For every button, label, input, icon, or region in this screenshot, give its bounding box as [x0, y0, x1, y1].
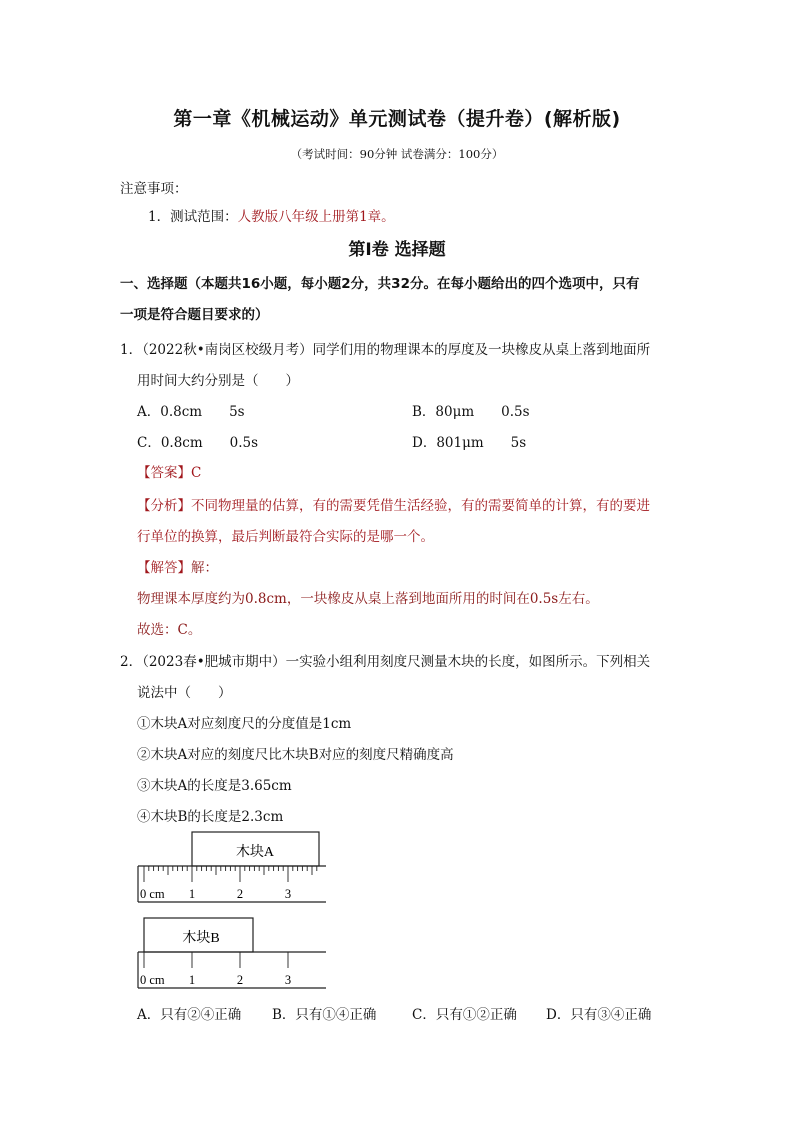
q2-statement-4: ④木块B的长度是2.3cm	[137, 809, 284, 825]
q1-option-d: D．801μm 5s	[412, 435, 527, 451]
ruler-a-label-0: 0 cm	[140, 887, 165, 901]
q1-option-a: A．0.8cm 5s	[137, 404, 245, 420]
notice-item-scope: 人教版八年级上册第1章。	[237, 209, 395, 225]
part1-instructions-line1: 一、选择题（本题共16小题，每小题2分，共32分。在每小题给出的四个选项中，只有	[120, 276, 640, 292]
q2-stem-line1: 2．（2023春•肥城市期中）一实验小组利用刻度尺测量木块的长度，如图所示。下列相关	[120, 654, 651, 670]
analysis-text: 不同物理量的估算，有的需要凭借生活经验，有的需要简单的计算，有的要进	[191, 498, 650, 514]
ruler-figure-a	[136, 828, 331, 908]
ruler-figure-b	[136, 914, 331, 994]
ruler-b-label-2: 2	[236, 973, 244, 987]
q2-stem-line2: 说法中（ ）	[137, 685, 232, 701]
ruler-b-label-0: 0 cm	[140, 973, 165, 987]
ruler-a-label-2: 2	[236, 887, 244, 901]
q1-stem-line2: 用时间大约分别是（ ）	[137, 373, 299, 389]
solution-suffix: 解：	[191, 560, 218, 576]
q2-statement-2: ②木块A对应的刻度尺比木块B对应的刻度尺精确度高	[137, 747, 454, 763]
exam-info: （考试时间：90分钟 试卷满分：100分）	[290, 147, 504, 161]
q2-statement-3: ③木块A的长度是3.65cm	[137, 778, 292, 794]
q2-option-a: A．只有②④正确	[137, 1007, 242, 1023]
q2-option-b: B．只有①④正确	[272, 1007, 377, 1023]
block-a-label: 木块A	[235, 845, 275, 860]
solution-tag: 【解答】	[137, 560, 191, 576]
q1-solution-heading	[137, 556, 218, 576]
ruler-b-ticks	[144, 952, 288, 968]
answer-tag: 【答案】	[137, 465, 191, 481]
answer-value: C	[191, 465, 202, 481]
block-b-label: 木块B	[182, 931, 220, 946]
ruler-a-label-3: 3	[284, 887, 292, 901]
notice-heading: 注意事项：	[120, 181, 188, 197]
ruler-a-label-1: 1	[188, 887, 196, 901]
page-title: 第一章《机械运动》单元测试卷（提升卷）(解析版)	[173, 108, 621, 130]
part1-instructions-line2: 一项是符合题目要求的）	[120, 307, 269, 323]
ruler-b-label-1: 1	[188, 973, 196, 987]
q1-solution-text: 物理课本厚度约为0.8cm，一块橡皮从桌上落到地面所用的时间在0.5s左右。	[137, 591, 599, 607]
q1-choose: 故选：C。	[137, 622, 202, 638]
q1-option-b: B．80μm 0.5s	[412, 404, 530, 420]
q1-stem-line1: 1．（2022秋•南岗区校级月考）同学们用的物理课本的厚度及一块橡皮从桌上落到地面所	[120, 342, 651, 358]
q1-analysis-line2: 行单位的换算，最后判断最符合实际的是哪一个。	[137, 529, 434, 545]
q1-option-c: C．0.8cm 0.5s	[137, 435, 259, 451]
notice-item-prefix: 1．测试范围：	[148, 209, 238, 225]
ruler-b-label-3: 3	[284, 973, 292, 987]
ruler-a-ticks	[144, 866, 317, 882]
q2-statement-1: ①木块A对应刻度尺的分度值是1cm	[137, 716, 352, 732]
q2-option-c: C．只有①②正确	[412, 1007, 517, 1023]
q2-option-d: D．只有③④正确	[546, 1007, 652, 1023]
notice-item	[148, 205, 395, 225]
q1-answer	[137, 461, 201, 481]
section-title: 第Ⅰ卷 选择题	[348, 240, 446, 260]
q1-analysis-line1	[137, 494, 650, 514]
analysis-tag: 【分析】	[137, 498, 191, 514]
